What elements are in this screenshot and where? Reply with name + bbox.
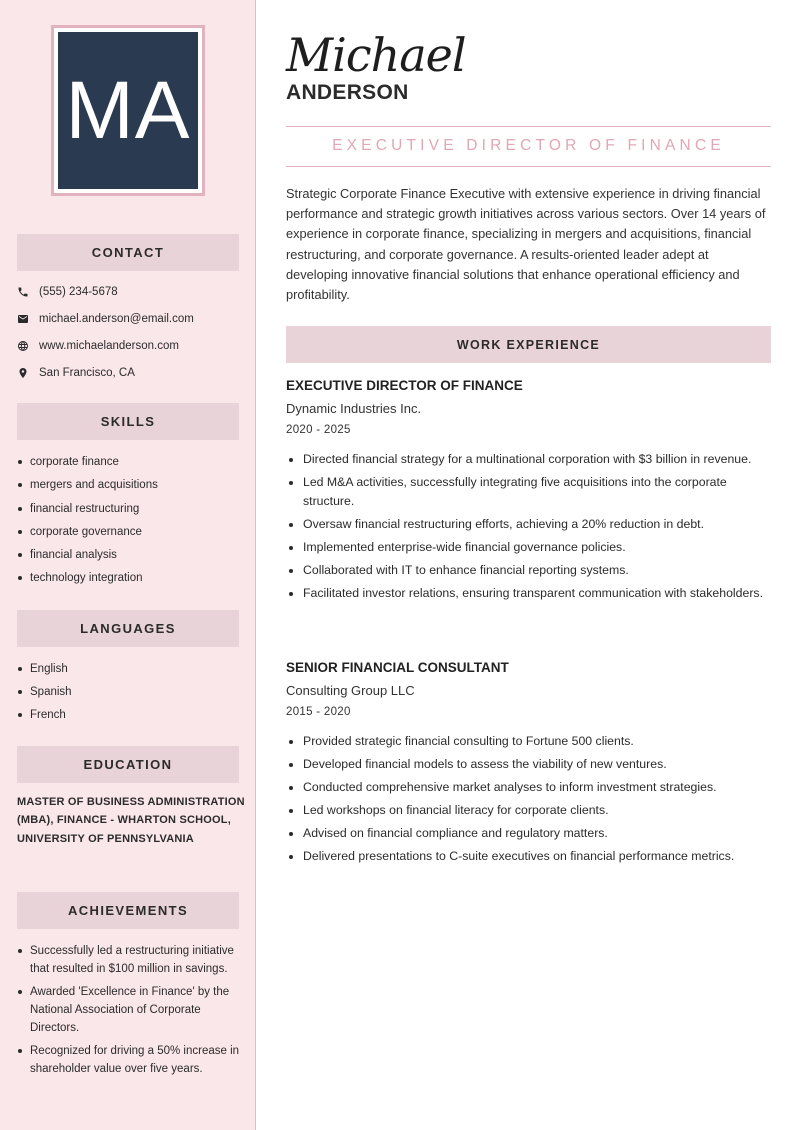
contact-email-text: michael.anderson@email.com — [39, 312, 194, 325]
list-item: Facilitated investor relations, ensuring transparent communication with stakeholders. — [286, 584, 771, 603]
list-item: Directed financial strategy for a multinational corporation with $3 billion in revenue. — [286, 450, 771, 469]
list-item: French — [17, 706, 245, 724]
job-role: SENIOR FINANCIAL CONSULTANT — [286, 660, 509, 675]
phone-icon — [17, 286, 39, 298]
list-item: Delivered presentations to C-suite executives on financial performance metrics. — [286, 847, 771, 866]
contact-location — [17, 359, 247, 386]
languages-heading: LANGUAGES — [17, 610, 239, 647]
first-name: Michael — [286, 28, 466, 82]
contact-phone — [17, 278, 247, 305]
list-item: technology integration — [17, 569, 245, 587]
skills-list — [17, 453, 245, 593]
job-title: EXECUTIVE DIRECTOR OF FINANCE — [332, 137, 725, 154]
map-pin-icon — [17, 367, 39, 379]
job-entry — [286, 378, 771, 607]
contact-location-text: San Francisco, CA — [39, 366, 135, 379]
list-item: Oversaw financial restructuring efforts, achieving a 20% reduction in debt. — [286, 515, 771, 534]
list-item: Recognized for driving a 50% increase in shareholder value over five years. — [17, 1042, 245, 1078]
languages-list — [17, 660, 245, 729]
achievements-heading: ACHIEVEMENTS — [17, 892, 239, 929]
list-item: Developed financial models to assess the viability of new ventures. — [286, 755, 771, 774]
education-degree: MASTER OF BUSINESS ADMINISTRATION (MBA), FINANCE - WHARTON SCHOOL, UNIVERSITY OF PENNSYLVANIA — [17, 796, 245, 845]
list-item: Spanish — [17, 683, 245, 701]
achievements-list — [17, 942, 245, 1083]
contact-list — [17, 278, 247, 386]
list-item: Advised on financial compliance and regulatory matters. — [286, 824, 771, 843]
list-item: corporate finance — [17, 453, 245, 471]
job-bullets — [286, 450, 771, 603]
list-item: Collaborated with IT to enhance financial reporting systems. — [286, 561, 771, 580]
list-item: Awarded 'Excellence in Finance' by the National Association of Corporate Directors. — [17, 983, 245, 1037]
last-name: ANDERSON — [286, 81, 409, 104]
title-divider-bottom — [286, 166, 771, 167]
contact-email — [17, 305, 247, 332]
work-experience-heading: WORK EXPERIENCE — [286, 326, 771, 363]
list-item: corporate governance — [17, 523, 245, 541]
envelope-icon — [17, 313, 39, 325]
job-dates: 2015 - 2020 — [286, 706, 351, 718]
contact-website — [17, 332, 247, 359]
job-dates: 2020 - 2025 — [286, 424, 351, 436]
list-item: Successfully led a restructuring initiative that resulted in $100 million in savings. — [17, 942, 245, 978]
list-item: financial analysis — [17, 546, 245, 564]
profile-summary: Strategic Corporate Finance Executive with extensive experience in driving financial performance and strategic growth initiatives across various sectors. Over 14 years of experience in corporate finance, specializing in mergers and acquisitions, financial restructuring, and corporate governance. A results-oriented leader adept at developing innovative financial solutions that enhance operational efficiency and profitability. — [286, 186, 766, 303]
monogram: MA — [58, 32, 198, 189]
monogram-frame — [51, 25, 205, 196]
skills-heading: SKILLS — [17, 403, 239, 440]
job-company: Consulting Group LLC — [286, 683, 415, 698]
list-item: Led M&A activities, successfully integrating five acquisitions into the corporate structure. — [286, 473, 771, 511]
list-item: mergers and acquisitions — [17, 476, 245, 494]
contact-website-text: www.michaelanderson.com — [39, 339, 179, 352]
sidebar — [0, 0, 256, 1130]
contact-heading: CONTACT — [17, 234, 239, 271]
list-item: English — [17, 660, 245, 678]
education-heading: EDUCATION — [17, 746, 239, 783]
list-item: Implemented enterprise-wide financial governance policies. — [286, 538, 771, 557]
job-bullets — [286, 732, 771, 866]
list-item: financial restructuring — [17, 500, 245, 518]
list-item: Led workshops on financial literacy for corporate clients. — [286, 801, 771, 820]
job-role: EXECUTIVE DIRECTOR OF FINANCE — [286, 378, 523, 393]
title-divider-top — [286, 126, 771, 127]
job-entry — [286, 660, 771, 870]
job-company: Dynamic Industries Inc. — [286, 401, 422, 416]
contact-phone-text: (555) 234-5678 — [39, 285, 118, 298]
list-item: Provided strategic financial consulting to Fortune 500 clients. — [286, 732, 771, 751]
globe-icon — [17, 340, 39, 352]
list-item: Conducted comprehensive market analyses to inform investment strategies. — [286, 778, 771, 797]
